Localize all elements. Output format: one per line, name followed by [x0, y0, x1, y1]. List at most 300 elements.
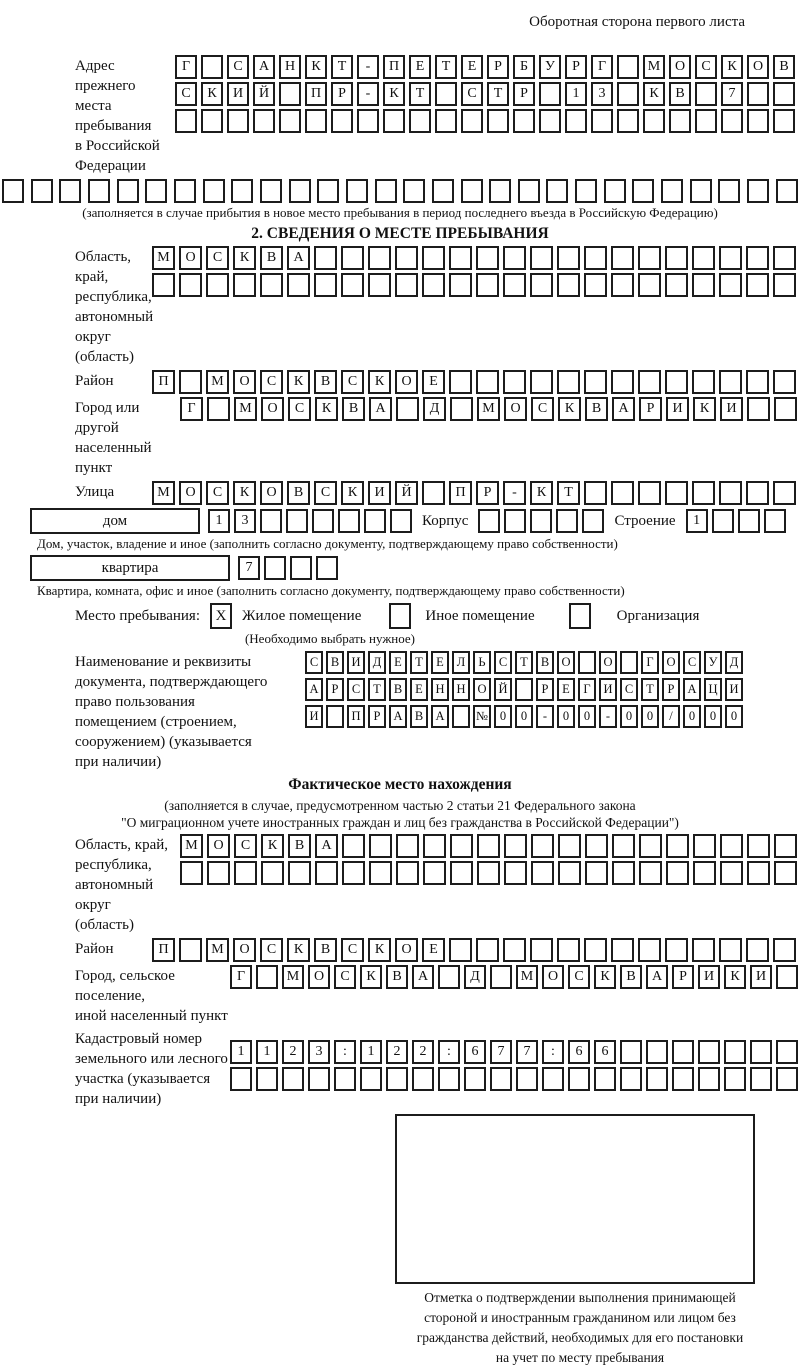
char-box[interactable]: Т [557, 481, 580, 505]
char-box[interactable]: - [357, 82, 379, 106]
char-box[interactable]: 3 [591, 82, 613, 106]
char-box[interactable]: И [368, 481, 391, 505]
char-box[interactable] [282, 1067, 304, 1091]
char-box[interactable] [773, 938, 796, 962]
char-box[interactable]: В [536, 651, 554, 674]
char-box[interactable]: К [287, 370, 310, 394]
char-box[interactable] [776, 965, 798, 989]
char-box[interactable]: Г [641, 651, 659, 674]
char-box[interactable] [584, 273, 607, 297]
char-box[interactable]: С [494, 651, 512, 674]
char-box[interactable]: С [260, 938, 283, 962]
char-box[interactable]: : [334, 1040, 356, 1064]
char-box[interactable]: К [201, 82, 223, 106]
char-box[interactable]: С [175, 82, 197, 106]
char-box[interactable] [672, 1067, 694, 1091]
char-box[interactable]: 3 [234, 509, 256, 533]
char-box[interactable]: К [360, 965, 382, 989]
char-box[interactable] [773, 246, 796, 270]
char-box[interactable] [666, 861, 689, 885]
char-box[interactable]: К [643, 82, 665, 106]
char-box[interactable] [342, 861, 365, 885]
char-box[interactable] [386, 1067, 408, 1091]
char-box[interactable] [747, 179, 769, 203]
char-box[interactable]: Д [464, 965, 486, 989]
char-box[interactable] [530, 246, 553, 270]
char-box[interactable]: Е [461, 55, 483, 79]
char-box[interactable] [375, 179, 397, 203]
char-box[interactable]: С [568, 965, 590, 989]
char-box[interactable]: Г [578, 678, 596, 701]
char-box[interactable] [617, 82, 639, 106]
char-box[interactable]: К [287, 938, 310, 962]
char-box[interactable] [489, 179, 511, 203]
char-box[interactable] [476, 273, 499, 297]
char-box[interactable] [665, 273, 688, 297]
char-box[interactable]: Р [639, 397, 662, 421]
char-box[interactable] [719, 273, 742, 297]
char-box[interactable] [317, 179, 339, 203]
char-box[interactable] [256, 965, 278, 989]
char-box[interactable] [584, 481, 607, 505]
char-box[interactable]: К [305, 55, 327, 79]
char-box[interactable] [611, 246, 634, 270]
char-box[interactable]: О [557, 651, 575, 674]
char-box[interactable]: М [282, 965, 304, 989]
char-box[interactable] [620, 1040, 642, 1064]
char-box[interactable]: А [612, 397, 635, 421]
char-box[interactable] [346, 179, 368, 203]
char-box[interactable]: Ь [473, 651, 491, 674]
char-box[interactable] [341, 273, 364, 297]
char-box[interactable] [611, 481, 634, 505]
char-box[interactable] [530, 509, 552, 533]
char-box[interactable] [692, 246, 715, 270]
char-box[interactable] [476, 246, 499, 270]
char-box[interactable] [720, 861, 743, 885]
char-box[interactable]: О [473, 678, 491, 701]
char-box[interactable] [253, 109, 275, 133]
char-box[interactable] [286, 509, 308, 533]
char-box[interactable]: К [383, 82, 405, 106]
char-box[interactable]: - [536, 705, 554, 728]
char-box[interactable] [672, 1040, 694, 1064]
char-box[interactable] [504, 834, 527, 858]
char-box[interactable] [530, 938, 553, 962]
char-box[interactable]: П [305, 82, 327, 106]
char-box[interactable] [719, 246, 742, 270]
char-box[interactable] [724, 1040, 746, 1064]
checkbox-organization[interactable] [569, 603, 591, 629]
char-box[interactable]: Р [368, 705, 386, 728]
char-box[interactable] [585, 861, 608, 885]
char-box[interactable] [341, 246, 364, 270]
char-box[interactable] [698, 1040, 720, 1064]
char-box[interactable]: 1 [256, 1040, 278, 1064]
char-box[interactable] [750, 1067, 772, 1091]
char-box[interactable] [234, 861, 257, 885]
char-box[interactable] [747, 861, 770, 885]
char-box[interactable]: К [341, 481, 364, 505]
char-box[interactable] [201, 109, 223, 133]
char-box[interactable] [449, 273, 472, 297]
char-box[interactable]: - [357, 55, 379, 79]
char-box[interactable]: 1 [686, 509, 708, 533]
char-box[interactable]: К [721, 55, 743, 79]
char-box[interactable]: И [305, 705, 323, 728]
char-box[interactable]: Д [368, 651, 386, 674]
char-box[interactable]: В [342, 397, 365, 421]
char-box[interactable] [174, 179, 196, 203]
char-box[interactable] [690, 179, 712, 203]
char-box[interactable]: Л [452, 651, 470, 674]
char-box[interactable]: Р [487, 55, 509, 79]
char-box[interactable]: Г [230, 965, 252, 989]
char-box[interactable]: 0 [515, 705, 533, 728]
char-box[interactable] [423, 861, 446, 885]
char-box[interactable]: Ц [704, 678, 722, 701]
char-box[interactable] [692, 273, 715, 297]
char-box[interactable] [331, 109, 353, 133]
char-box[interactable] [476, 370, 499, 394]
char-box[interactable]: М [516, 965, 538, 989]
char-box[interactable]: С [314, 481, 337, 505]
char-box[interactable] [638, 273, 661, 297]
char-box[interactable] [513, 109, 535, 133]
char-box[interactable]: В [314, 370, 337, 394]
char-box[interactable]: О [662, 651, 680, 674]
char-box[interactable]: О [395, 370, 418, 394]
char-box[interactable]: С [334, 965, 356, 989]
char-box[interactable]: Т [331, 55, 353, 79]
char-box[interactable] [315, 861, 338, 885]
char-box[interactable] [620, 1067, 642, 1091]
char-box[interactable] [516, 1067, 538, 1091]
char-box[interactable] [531, 834, 554, 858]
char-box[interactable]: С [260, 370, 283, 394]
char-box[interactable] [719, 370, 742, 394]
char-box[interactable]: Е [410, 678, 428, 701]
char-box[interactable] [531, 861, 554, 885]
char-box[interactable]: О [207, 834, 230, 858]
char-box[interactable] [617, 109, 639, 133]
char-box[interactable] [179, 370, 202, 394]
char-box[interactable] [326, 705, 344, 728]
char-box[interactable]: 1 [208, 509, 230, 533]
char-box[interactable] [518, 179, 540, 203]
char-box[interactable]: А [683, 678, 701, 701]
char-box[interactable]: А [431, 705, 449, 728]
char-box[interactable]: 0 [725, 705, 743, 728]
char-box[interactable] [719, 938, 742, 962]
char-box[interactable] [231, 179, 253, 203]
char-box[interactable]: 1 [565, 82, 587, 106]
char-box[interactable]: Г [180, 397, 203, 421]
char-box[interactable] [565, 109, 587, 133]
char-box[interactable] [290, 556, 312, 580]
char-box[interactable]: М [206, 938, 229, 962]
char-box[interactable]: О [669, 55, 691, 79]
char-box[interactable]: С [347, 678, 365, 701]
char-box[interactable] [412, 1067, 434, 1091]
char-box[interactable]: 2 [386, 1040, 408, 1064]
char-box[interactable]: И [227, 82, 249, 106]
char-box[interactable]: И [698, 965, 720, 989]
char-box[interactable]: В [260, 246, 283, 270]
char-box[interactable]: Д [423, 397, 446, 421]
char-box[interactable] [179, 938, 202, 962]
char-box[interactable]: 7 [490, 1040, 512, 1064]
char-box[interactable] [582, 509, 604, 533]
char-box[interactable]: С [683, 651, 701, 674]
char-box[interactable]: Д [725, 651, 743, 674]
char-box[interactable] [578, 651, 596, 674]
char-box[interactable] [357, 109, 379, 133]
char-box[interactable]: В [620, 965, 642, 989]
char-box[interactable] [308, 1067, 330, 1091]
char-box[interactable] [316, 556, 338, 580]
char-box[interactable]: М [180, 834, 203, 858]
char-box[interactable] [746, 370, 769, 394]
char-box[interactable] [746, 273, 769, 297]
char-box[interactable] [611, 370, 634, 394]
char-box[interactable]: Т [435, 55, 457, 79]
char-box[interactable]: О [542, 965, 564, 989]
char-box[interactable]: О [179, 246, 202, 270]
char-box[interactable] [620, 651, 638, 674]
char-box[interactable]: С [288, 397, 311, 421]
char-box[interactable] [584, 370, 607, 394]
char-box[interactable] [256, 1067, 278, 1091]
char-box[interactable]: О [233, 938, 256, 962]
char-box[interactable] [409, 109, 431, 133]
char-box[interactable]: В [288, 834, 311, 858]
char-box[interactable]: И [750, 965, 772, 989]
char-box[interactable]: Т [410, 651, 428, 674]
char-box[interactable] [2, 179, 24, 203]
char-box[interactable] [503, 273, 526, 297]
char-box[interactable] [669, 109, 691, 133]
char-box[interactable] [693, 834, 716, 858]
char-box[interactable]: 1 [360, 1040, 382, 1064]
char-box[interactable]: О [599, 651, 617, 674]
char-box[interactable]: : [542, 1040, 564, 1064]
char-box[interactable]: М [206, 370, 229, 394]
char-box[interactable]: С [227, 55, 249, 79]
char-box[interactable]: 7 [721, 82, 743, 106]
char-box[interactable]: 1 [230, 1040, 252, 1064]
char-box[interactable]: П [449, 481, 472, 505]
char-box[interactable] [558, 861, 581, 885]
char-box[interactable] [747, 397, 770, 421]
char-box[interactable] [638, 246, 661, 270]
char-box[interactable] [591, 109, 613, 133]
char-box[interactable] [515, 678, 533, 701]
char-box[interactable] [747, 109, 769, 133]
char-box[interactable]: С [234, 834, 257, 858]
char-box[interactable]: А [253, 55, 275, 79]
char-box[interactable] [611, 273, 634, 297]
char-box[interactable]: В [326, 651, 344, 674]
char-box[interactable] [530, 273, 553, 297]
char-box[interactable] [435, 109, 457, 133]
char-box[interactable] [774, 861, 797, 885]
char-box[interactable] [288, 861, 311, 885]
char-box[interactable] [585, 834, 608, 858]
char-box[interactable]: Р [662, 678, 680, 701]
char-box[interactable]: Е [431, 651, 449, 674]
char-box[interactable] [738, 509, 760, 533]
char-box[interactable] [369, 834, 392, 858]
char-box[interactable]: Р [536, 678, 554, 701]
char-box[interactable] [773, 82, 795, 106]
char-box[interactable]: К [368, 370, 391, 394]
char-box[interactable]: Т [409, 82, 431, 106]
char-box[interactable] [490, 1067, 512, 1091]
char-box[interactable]: С [206, 481, 229, 505]
char-box[interactable] [632, 179, 654, 203]
char-box[interactable] [695, 109, 717, 133]
char-box[interactable] [750, 1040, 772, 1064]
char-box[interactable] [203, 179, 225, 203]
char-box[interactable] [180, 861, 203, 885]
char-box[interactable] [503, 938, 526, 962]
char-box[interactable] [665, 370, 688, 394]
char-box[interactable]: Е [422, 370, 445, 394]
char-box[interactable] [422, 481, 445, 505]
char-box[interactable] [59, 179, 81, 203]
char-box[interactable] [504, 861, 527, 885]
char-box[interactable] [692, 938, 715, 962]
char-box[interactable] [718, 179, 740, 203]
char-box[interactable] [396, 834, 419, 858]
char-box[interactable]: С [341, 370, 364, 394]
char-box[interactable]: С [620, 678, 638, 701]
char-box[interactable]: М [152, 246, 175, 270]
char-box[interactable] [279, 82, 301, 106]
char-box[interactable]: К [693, 397, 716, 421]
char-box[interactable] [289, 179, 311, 203]
char-box[interactable] [422, 246, 445, 270]
char-box[interactable]: В [773, 55, 795, 79]
char-box[interactable] [152, 273, 175, 297]
char-box[interactable]: К [530, 481, 553, 505]
char-box[interactable]: П [152, 938, 175, 962]
char-box[interactable] [665, 938, 688, 962]
char-box[interactable] [117, 179, 139, 203]
char-box[interactable]: П [152, 370, 175, 394]
char-box[interactable] [764, 509, 786, 533]
char-box[interactable] [746, 938, 769, 962]
char-box[interactable]: Е [409, 55, 431, 79]
char-box[interactable]: И [720, 397, 743, 421]
char-box[interactable] [369, 861, 392, 885]
char-box[interactable]: Е [557, 678, 575, 701]
char-box[interactable] [773, 481, 796, 505]
char-box[interactable] [233, 273, 256, 297]
char-box[interactable] [773, 109, 795, 133]
char-box[interactable]: : [438, 1040, 460, 1064]
char-box[interactable]: В [287, 481, 310, 505]
char-box[interactable] [692, 370, 715, 394]
char-box[interactable]: С [305, 651, 323, 674]
char-box[interactable]: К [233, 246, 256, 270]
char-box[interactable]: Н [279, 55, 301, 79]
char-box[interactable] [360, 1067, 382, 1091]
char-box[interactable]: Б [513, 55, 535, 79]
char-box[interactable] [287, 273, 310, 297]
char-box[interactable]: О [395, 938, 418, 962]
char-box[interactable]: П [347, 705, 365, 728]
char-box[interactable] [773, 370, 796, 394]
char-box[interactable] [314, 273, 337, 297]
char-box[interactable] [557, 273, 580, 297]
char-box[interactable] [546, 179, 568, 203]
char-box[interactable]: А [412, 965, 434, 989]
char-box[interactable]: О [179, 481, 202, 505]
char-box[interactable] [746, 246, 769, 270]
char-box[interactable] [639, 834, 662, 858]
char-box[interactable] [557, 370, 580, 394]
char-box[interactable]: 0 [578, 705, 596, 728]
char-box[interactable] [338, 509, 360, 533]
char-box[interactable] [693, 861, 716, 885]
char-box[interactable]: 0 [620, 705, 638, 728]
char-box[interactable] [438, 965, 460, 989]
char-box[interactable] [665, 481, 688, 505]
char-box[interactable]: М [643, 55, 665, 79]
char-box[interactable] [461, 179, 483, 203]
char-box[interactable]: В [669, 82, 691, 106]
char-box[interactable] [396, 861, 419, 885]
char-box[interactable] [776, 1040, 798, 1064]
char-box[interactable]: Т [487, 82, 509, 106]
char-box[interactable] [461, 109, 483, 133]
char-box[interactable]: Т [641, 678, 659, 701]
char-box[interactable] [260, 179, 282, 203]
char-box[interactable]: 0 [557, 705, 575, 728]
char-box[interactable]: К [233, 481, 256, 505]
char-box[interactable] [646, 1067, 668, 1091]
char-box[interactable] [558, 834, 581, 858]
char-box[interactable]: И [725, 678, 743, 701]
char-box[interactable]: А [287, 246, 310, 270]
char-box[interactable]: С [461, 82, 483, 106]
char-box[interactable]: Р [476, 481, 499, 505]
char-box[interactable]: М [234, 397, 257, 421]
char-box[interactable]: Н [431, 678, 449, 701]
char-box[interactable]: А [389, 705, 407, 728]
char-box[interactable]: К [594, 965, 616, 989]
char-box[interactable]: О [260, 481, 283, 505]
char-box[interactable] [747, 82, 769, 106]
char-box[interactable] [452, 705, 470, 728]
char-box[interactable]: О [261, 397, 284, 421]
char-box[interactable] [503, 246, 526, 270]
char-box[interactable]: Г [175, 55, 197, 79]
char-box[interactable] [477, 861, 500, 885]
char-box[interactable]: / [662, 705, 680, 728]
char-box[interactable]: В [389, 678, 407, 701]
char-box[interactable]: И [666, 397, 689, 421]
char-box[interactable]: С [341, 938, 364, 962]
char-box[interactable] [530, 370, 553, 394]
char-box[interactable] [557, 246, 580, 270]
char-box[interactable]: 6 [464, 1040, 486, 1064]
char-box[interactable]: О [504, 397, 527, 421]
char-box[interactable] [776, 179, 798, 203]
char-box[interactable] [774, 834, 797, 858]
